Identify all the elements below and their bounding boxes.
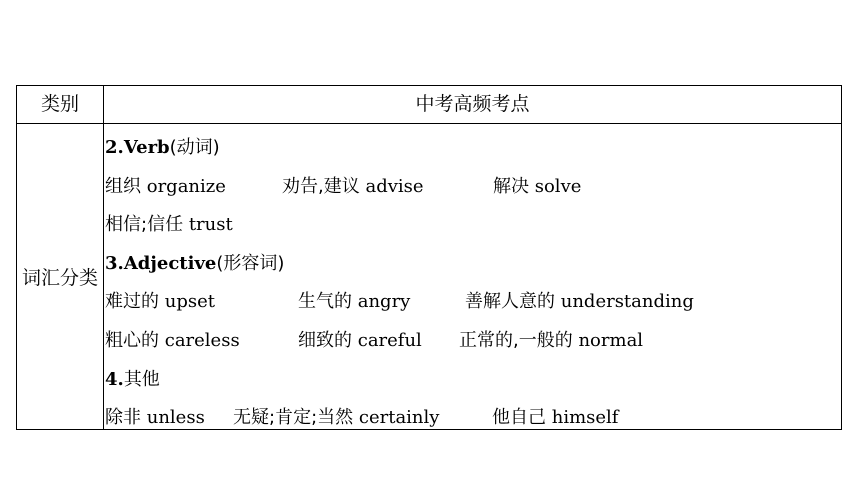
header-category: 类别	[40, 93, 79, 115]
column-divider	[103, 86, 104, 429]
list-item-row	[105, 210, 841, 249]
section-heading-verb: 2.Verb(动词)	[105, 137, 220, 158]
header-key-points: 中考高频考点	[415, 93, 530, 115]
vocab-entry: 难过的 upset	[105, 291, 215, 313]
vocab-entry: 善解人意的 understanding	[465, 291, 694, 313]
vocab-entry: 细致的 careful	[298, 329, 422, 351]
vocab-entry: 解决 solve	[493, 175, 582, 197]
section-number: 4	[105, 368, 118, 390]
vocabulary-table	[16, 85, 842, 430]
vocab-entry: 粗心的 careless	[105, 329, 240, 351]
key-points-content	[105, 133, 841, 442]
list-item-row	[105, 287, 841, 326]
list-item-row	[105, 326, 841, 365]
vocab-entry: 劝告,建议 advise	[282, 175, 424, 197]
vocab-entry: 相信;信任 trust	[105, 214, 233, 236]
section-title-zh: (形容词)	[216, 252, 285, 274]
vocab-entry: 除非 unless	[105, 407, 205, 429]
list-item-row	[105, 172, 841, 211]
section-title: Verb	[123, 137, 170, 158]
section-number: 3	[105, 252, 118, 274]
vocab-entry: 无疑;肯定;当然 certainly	[233, 407, 440, 429]
section-title: 其他	[123, 368, 160, 390]
vocab-entry: 生气的 angry	[298, 291, 411, 313]
vocab-entry: 他自己 himself	[492, 407, 619, 429]
category-label: 词汇分类	[21, 267, 98, 289]
section-heading-adjective: 3.Adjective(形容词)	[105, 252, 285, 274]
section-heading-other: 4.其他	[105, 368, 160, 390]
section-title: Adjective	[123, 252, 217, 274]
section-number: 2	[105, 137, 118, 158]
section-title-zh: (动词)	[169, 137, 220, 158]
header-divider	[17, 123, 841, 124]
vocab-entry: 组织 organize	[105, 175, 226, 197]
list-item-row	[105, 403, 841, 442]
vocab-entry: 正常的,一般的 normal	[459, 329, 644, 351]
